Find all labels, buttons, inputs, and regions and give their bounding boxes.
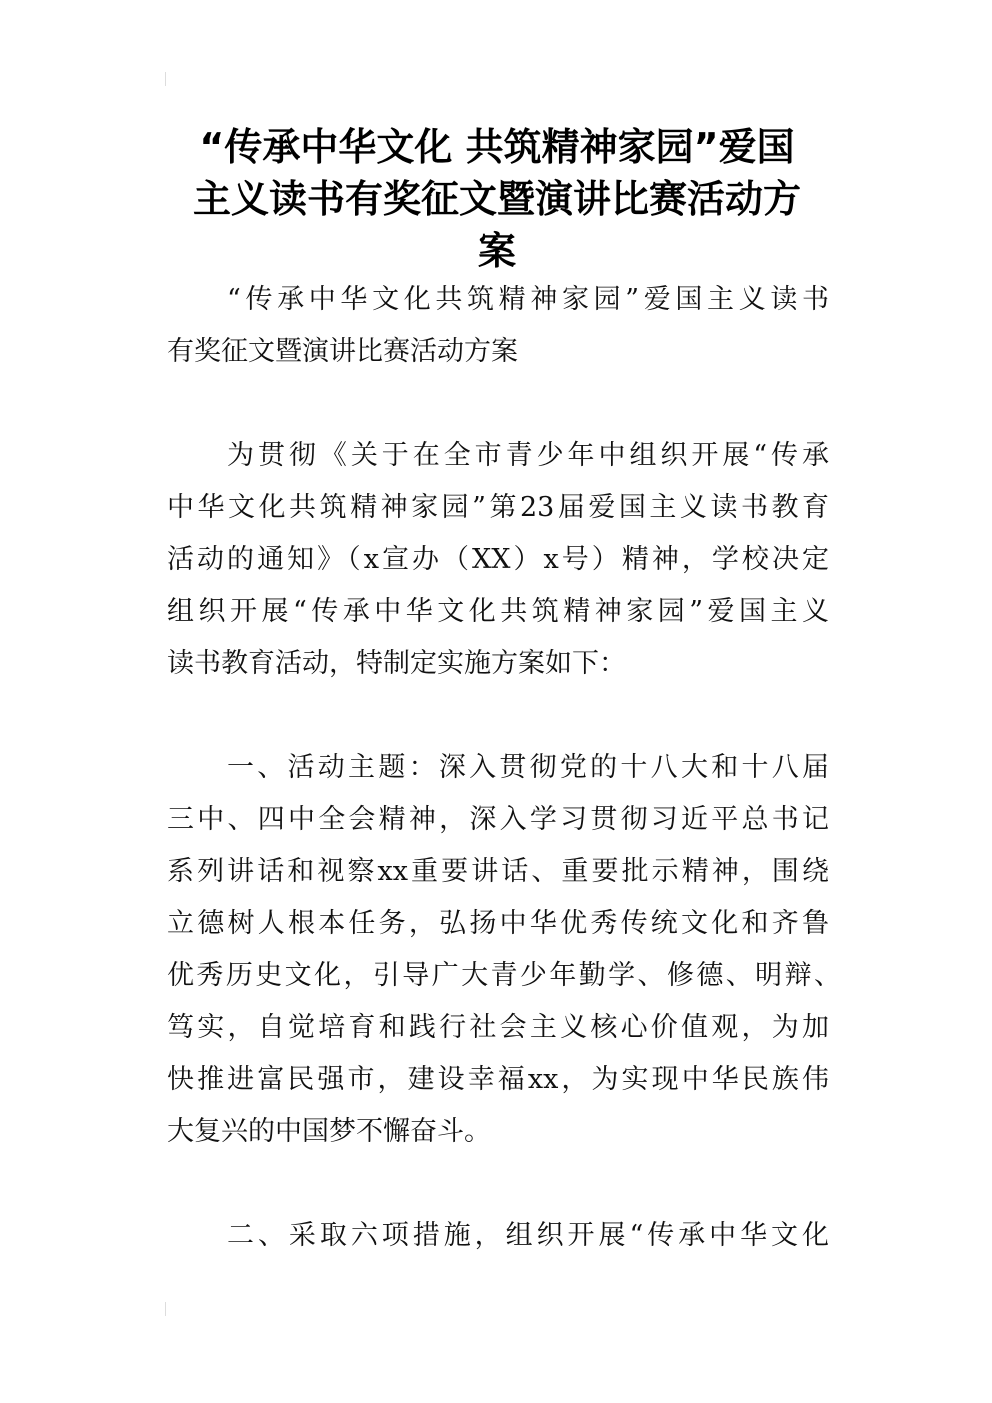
paragraph-line: 笃实，自觉培育和践行社会主义核心价值观，为加 <box>167 1012 829 1043</box>
page-corner-mark-bottom <box>165 1302 166 1316</box>
paragraph-line: 为贯彻《关于在全市青少年中组织开展“传承 <box>227 440 829 471</box>
paragraph-line: 读书教育活动，特制定实施方案如下： <box>167 648 626 679</box>
title-line: 主义读书有奖征文暨演讲比赛活动方 <box>192 177 801 221</box>
subtitle-line: “传承中华文化共筑精神家园”爱国主义读书 <box>227 284 829 315</box>
paragraph-line: 三中、四中全会精神，深入学习贯彻习近平总书记 <box>167 804 829 835</box>
paragraph-line: 快推进富民强市，建设幸福xx，为实现中华民族伟 <box>167 1064 829 1095</box>
paragraph-line: 立德树人根本任务，弘扬中华优秀传统文化和齐鲁 <box>167 908 829 939</box>
document-body <box>167 274 841 1262</box>
paragraph-line: 系列讲话和视察xx重要讲话、重要批示精神，围绕 <box>167 856 829 887</box>
page-corner-mark-top <box>165 72 166 86</box>
document-title <box>165 121 829 277</box>
paragraph-line: 一、活动主题：深入贯彻党的十八大和十八届 <box>227 752 829 783</box>
paragraph-line: 大复兴的中国梦不懈奋斗。 <box>167 1116 491 1147</box>
title-line: 案 <box>477 229 516 273</box>
paragraph-line: 优秀历史文化，引导广大青少年勤学、修德、明辩、 <box>167 960 841 991</box>
paragraph-line: 中华文化共筑精神家园”第23届爱国主义读书教育 <box>167 492 829 523</box>
paragraph-line: 活动的通知》（x宣办（XX）x号）精神，学校决定 <box>167 544 829 575</box>
subtitle-line: 有奖征文暨演讲比赛活动方案 <box>167 336 518 367</box>
paragraph-line: 组织开展“传承中华文化共筑精神家园”爱国主义 <box>167 596 829 627</box>
paragraph-line: 二、采取六项措施，组织开展“传承中华文化 <box>227 1220 829 1251</box>
title-line: “传承中华文化 共筑精神家园”爱国 <box>199 125 795 169</box>
